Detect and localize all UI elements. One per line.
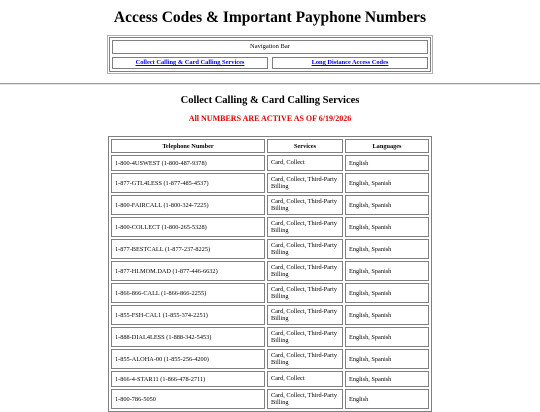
column-header-telephone: Telephone Number (111, 139, 265, 153)
cell-languages: English, Spanish (345, 283, 429, 303)
table-row (111, 283, 429, 303)
cell-languages: English (345, 155, 429, 171)
table-row (111, 195, 429, 215)
cell-languages: English, Spanish (345, 195, 429, 215)
cell-services: Card, Collect (267, 155, 343, 171)
table-row (111, 389, 429, 409)
page-title: Access Codes & Important Payphone Numbers (113, 9, 427, 26)
numbers-table (108, 136, 432, 412)
cell-services: Card, Collect, Third-Party Billing (267, 349, 343, 369)
cell-languages: English, Spanish (345, 327, 429, 347)
cell-languages: English, Spanish (345, 261, 429, 281)
navigation-links (112, 57, 428, 69)
cell-languages: English, Spanish (345, 217, 429, 237)
cell-languages: English, Spanish (345, 239, 429, 259)
cell-telephone-number: 1-877-BESTCALL (1-877-237-8225) (111, 239, 265, 259)
cell-telephone-number: 1-855-FSH-CAL1 (1-855-374-2251) (111, 305, 265, 325)
cell-services: Card, Collect, Third-Party Billing (267, 239, 343, 259)
cell-services: Card, Collect, Third-Party Billing (267, 261, 343, 281)
cell-telephone-number: 1-888-DIAL4LESS (1-888-342-5453) (111, 327, 265, 347)
cell-languages: English, Spanish (345, 173, 429, 193)
cell-services: Card, Collect, Third-Party Billing (267, 305, 343, 325)
navigation-bar-title: Navigation Bar (112, 40, 428, 54)
cell-services: Card, Collect, Third-Party Billing (267, 173, 343, 193)
cell-telephone-number: 1-800-786-5050 (111, 389, 265, 409)
cell-services: Card, Collect, Third-Party Billing (267, 217, 343, 237)
cell-languages: English, Spanish (345, 349, 429, 369)
cell-services: Card, Collect, Third-Party Billing (267, 195, 343, 215)
cell-services: Card, Collect, Third-Party Billing (267, 327, 343, 347)
column-header-languages: Languages (345, 139, 429, 153)
cell-services: Card, Collect, Third-Party Billing (267, 283, 343, 303)
navigation-bar (109, 37, 431, 72)
cell-telephone-number: 1-800-4USWEST (1-800-487-9378) (111, 155, 265, 171)
cell-languages: English, Spanish (345, 371, 429, 387)
section-title: Collect Calling & Card Calling Services (180, 95, 360, 106)
table-header-row (111, 139, 429, 153)
table-row (111, 217, 429, 237)
table-row (111, 155, 429, 171)
cell-languages: English, Spanish (345, 305, 429, 325)
table-row (111, 349, 429, 369)
table-row (111, 173, 429, 193)
cell-telephone-number: 1-866-4-STAR11 (1-866-478-2711) (111, 371, 265, 387)
cell-telephone-number: 1-877-HI.MOM.DAD (1-877-446-6632) (111, 261, 265, 281)
table-row (111, 239, 429, 259)
table-row (111, 261, 429, 281)
table-row (111, 305, 429, 325)
cell-telephone-number: 1-877-GTL4LESS (1-877-485-4537) (111, 173, 265, 193)
nav-link-collect-calling[interactable]: Collect Calling & Card Calling Services (112, 57, 268, 69)
cell-telephone-number: 1-866-866-CALL (1-866-866-2255) (111, 283, 265, 303)
section-divider (0, 83, 540, 85)
table-row (111, 327, 429, 347)
cell-telephone-number: 1-800-COLLECT (1-800-265-5328) (111, 217, 265, 237)
cell-services: Card, Collect, Third-Party Billing (267, 389, 343, 409)
column-header-services: Services (267, 139, 343, 153)
cell-services: Card, Collect (267, 371, 343, 387)
table-row (111, 371, 429, 387)
cell-telephone-number: 1-800-FAIRCALL (1-800-324-7225) (111, 195, 265, 215)
cell-telephone-number: 1-855-ALOHA-00 (1-855-256-4200) (111, 349, 265, 369)
active-date-notice: All NUMBERS ARE ACTIVE AS OF 6/19/2026 (188, 114, 352, 123)
cell-languages: English (345, 389, 429, 409)
nav-link-long-distance[interactable]: Long Distance Access Codes (272, 57, 428, 69)
